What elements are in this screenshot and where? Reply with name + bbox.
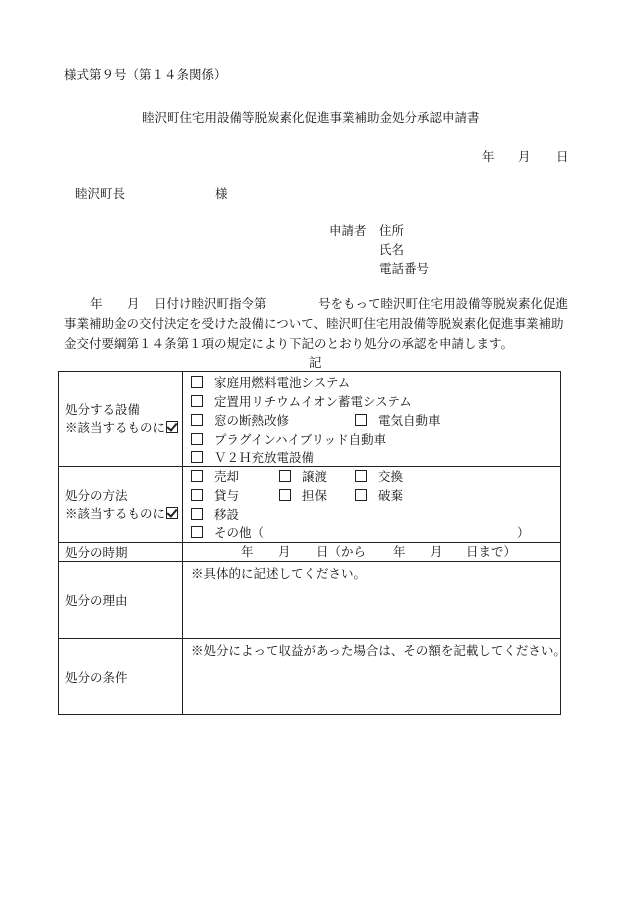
checkbox-icon[interactable] bbox=[191, 470, 203, 482]
body-year: 年 bbox=[90, 296, 103, 311]
method-row bbox=[59, 467, 561, 543]
option-sale[interactable]: 売却 bbox=[191, 469, 239, 485]
method-label: 処分の方法 bbox=[65, 487, 128, 503]
option-lithium-battery[interactable]: 定置用リチウムイオン蓄電システム bbox=[191, 394, 412, 410]
period-month: 月 bbox=[278, 544, 291, 559]
address-label: 住所 bbox=[379, 223, 405, 238]
period-day-until: 日まで） bbox=[466, 544, 517, 559]
conditions-field[interactable] bbox=[183, 639, 566, 715]
option-ev[interactable]: 電気自動車 bbox=[355, 413, 441, 429]
option-scrap[interactable]: 破棄 bbox=[355, 488, 403, 504]
date-month: 月 bbox=[518, 149, 531, 164]
period-year-2: 年 bbox=[393, 544, 406, 559]
option-window-insulation[interactable]: 窓の断熱改修 bbox=[191, 413, 289, 429]
ki-heading: 記 bbox=[309, 355, 322, 370]
checkbox-icon[interactable] bbox=[279, 470, 291, 482]
checkbox-icon[interactable] bbox=[191, 433, 203, 445]
reason-label: 処分の理由 bbox=[59, 562, 183, 639]
checkmark-icon bbox=[166, 507, 178, 519]
addressee-name: 睦沢町長 bbox=[75, 186, 126, 201]
equipment-row bbox=[59, 372, 561, 467]
checkbox-icon[interactable] bbox=[191, 376, 203, 388]
date-year: 年 bbox=[482, 149, 495, 164]
checkbox-icon[interactable] bbox=[191, 451, 203, 463]
option-lend[interactable]: 貸与 bbox=[191, 488, 239, 504]
checkbox-icon[interactable] bbox=[191, 489, 203, 501]
checkbox-icon[interactable] bbox=[191, 508, 203, 520]
period-day-from: 日（から bbox=[316, 544, 367, 559]
checkbox-icon[interactable] bbox=[355, 470, 367, 482]
option-other[interactable]: その他（ bbox=[191, 525, 264, 541]
period-year: 年 bbox=[241, 544, 254, 559]
option-collateral[interactable]: 担保 bbox=[279, 488, 327, 504]
equipment-options-cell bbox=[183, 372, 561, 467]
reason-row bbox=[59, 562, 561, 639]
body-line-2: 事業補助金の交付決定を受けた設備について、睦沢町住宅用設備等脱炭素化促進事業補助 bbox=[64, 316, 564, 331]
period-cell bbox=[183, 543, 561, 562]
reason-note: ※具体的に記述してください。 bbox=[191, 566, 367, 581]
body-number: 号をもって睦沢町住宅用設備等脱炭素化促進 bbox=[318, 296, 569, 311]
method-sublabel: ※該当するものに bbox=[65, 505, 182, 523]
option-v2h[interactable]: Ｖ２Ｈ充放電設備 bbox=[191, 450, 314, 466]
checkbox-icon[interactable] bbox=[191, 526, 203, 538]
checkbox-icon[interactable] bbox=[279, 489, 291, 501]
checkbox-icon[interactable] bbox=[355, 489, 367, 501]
checkbox-icon[interactable] bbox=[191, 414, 203, 426]
body-month: 月 bbox=[127, 296, 140, 311]
equipment-label: 処分する設備 bbox=[65, 402, 141, 417]
body-ref: 日付け睦沢町指令第 bbox=[154, 296, 267, 311]
method-label-cell bbox=[59, 467, 183, 543]
option-relocate[interactable]: 移設 bbox=[191, 507, 239, 523]
conditions-note: ※処分によって収益があった場合は、その額を記載してください。 bbox=[191, 643, 566, 658]
equipment-sublabel: ※該当するものに bbox=[65, 419, 182, 437]
reason-field[interactable] bbox=[183, 562, 561, 639]
conditions-label: 処分の条件 bbox=[59, 639, 183, 715]
body-line-3: 金交付要綱第１４条第１項の規定により下記のとおり処分の承認を申請します。 bbox=[64, 336, 514, 351]
option-phev[interactable]: プラグインハイブリッド自動車 bbox=[191, 432, 386, 448]
option-transfer[interactable]: 譲渡 bbox=[279, 469, 327, 485]
period-label: 処分の時期 bbox=[59, 543, 183, 562]
method-options-cell bbox=[183, 467, 561, 543]
conditions-row bbox=[59, 639, 561, 715]
period-row bbox=[59, 543, 561, 562]
document-title: 睦沢町住宅用設備等脱炭素化促進事業補助金処分承認申請書 bbox=[142, 110, 480, 125]
checkbox-icon[interactable] bbox=[355, 414, 367, 426]
option-fuel-cell[interactable]: 家庭用燃料電池システム bbox=[191, 375, 350, 391]
equipment-label-cell bbox=[59, 372, 183, 467]
period-month-2: 月 bbox=[430, 544, 443, 559]
checkmark-icon bbox=[166, 421, 178, 433]
checkbox-icon[interactable] bbox=[191, 395, 203, 407]
option-exchange[interactable]: 交換 bbox=[355, 469, 403, 485]
date-day: 日 bbox=[556, 149, 569, 164]
applicant-label: 申請者 bbox=[329, 223, 367, 238]
phone-label: 電話番号 bbox=[379, 261, 430, 276]
application-table bbox=[58, 371, 566, 715]
form-number: 様式第９号（第１４条関係） bbox=[64, 67, 227, 82]
name-label: 氏名 bbox=[379, 242, 405, 257]
option-other-close: ） bbox=[517, 525, 530, 540]
addressee-honorific: 様 bbox=[215, 186, 228, 201]
